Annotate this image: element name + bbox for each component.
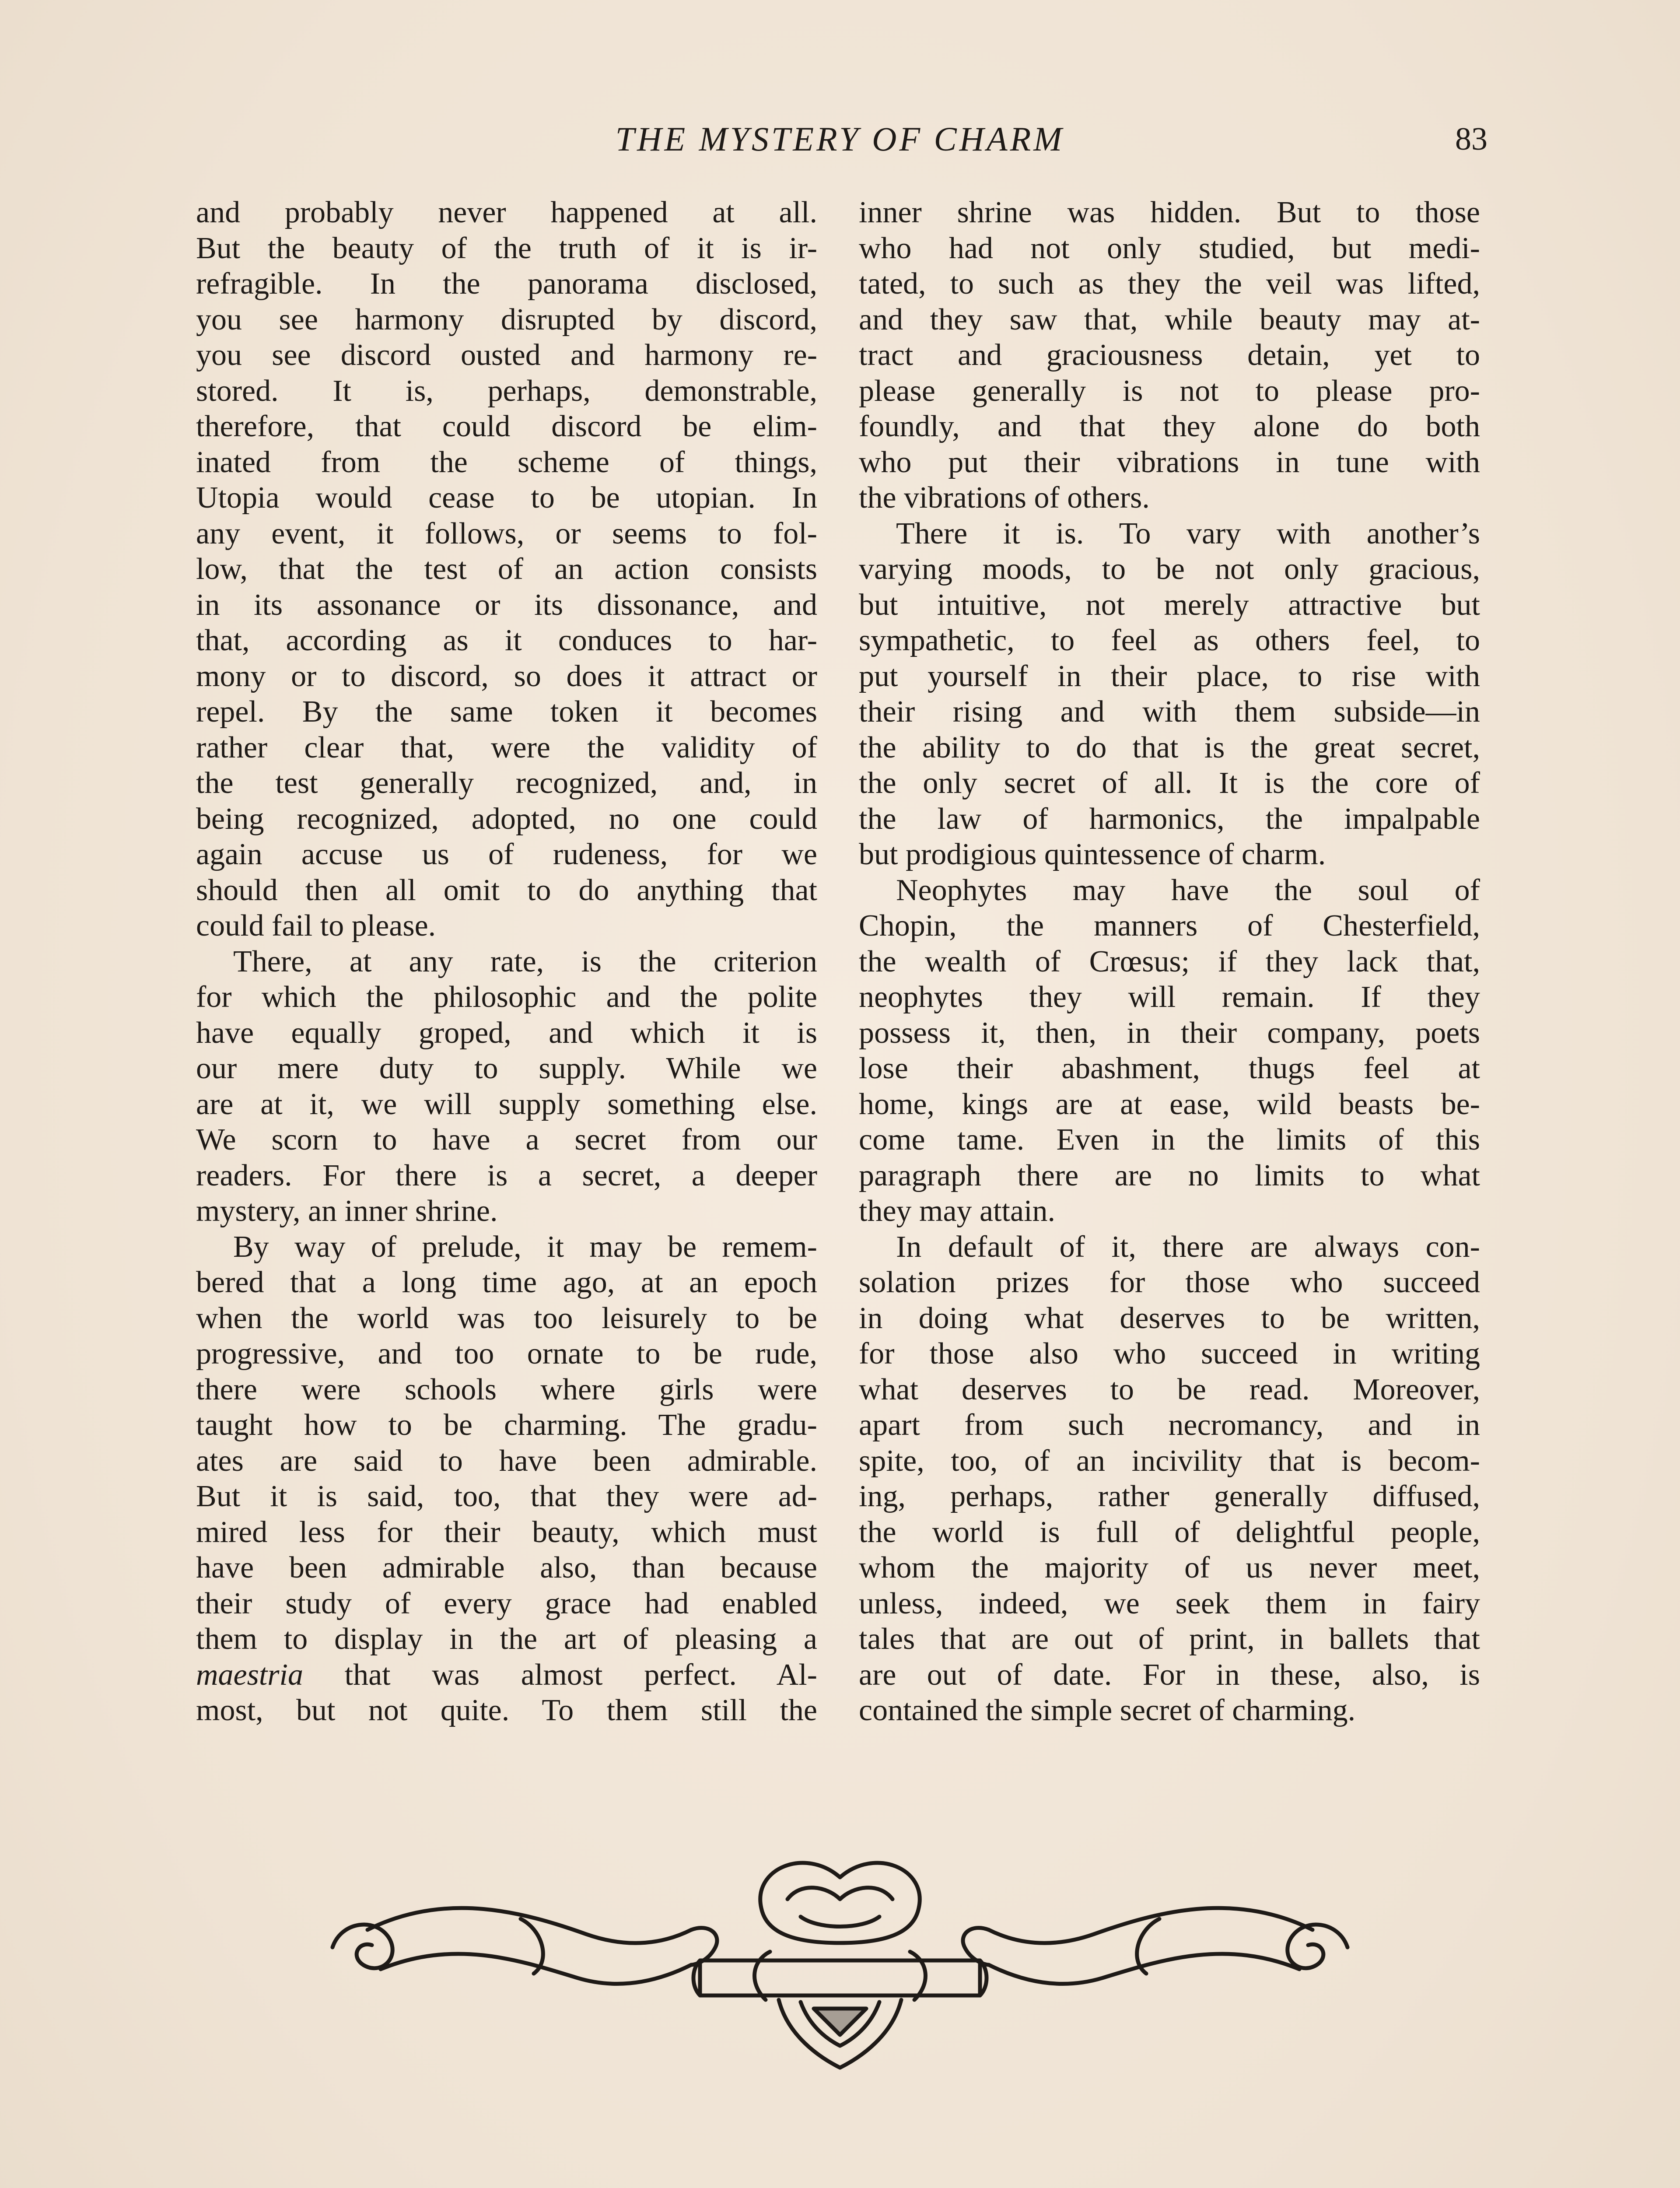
text-line: should then all omit to do anything that	[196, 873, 817, 907]
text-line: for which the philosophic and the polite	[196, 980, 817, 1014]
text-line: possess it, then, in their company, poets	[859, 1016, 1480, 1050]
text-line: that, according as it conduces to har-	[196, 624, 817, 657]
text-line: There, at any rate, is the criterion	[233, 944, 817, 978]
text-line: We scorn to have a secret from our	[196, 1123, 817, 1157]
text-line: ing, perhaps, rather generally diffused,	[859, 1480, 1480, 1513]
text-line: the only secret of all. It is the core of	[859, 766, 1480, 800]
text-line: the vibrations of others.	[859, 481, 1150, 515]
text-line: tated, to such as they the veil was lifted,	[859, 267, 1480, 301]
text-line: paragraph there are no limits to what	[859, 1158, 1480, 1192]
text-line: home, kings are at ease, wild beasts be-	[859, 1087, 1480, 1121]
text-line: they may attain.	[859, 1194, 1056, 1228]
text-line: their rising and with them subside—in	[859, 695, 1480, 729]
text-line: the test generally recognized, and, in	[196, 766, 817, 800]
page-header	[192, 117, 1488, 165]
text-line: have equally groped, and which it is	[196, 1016, 817, 1050]
text-line: foundly, and that they alone do both	[859, 410, 1480, 443]
text-line: Neophytes may have the soul of	[896, 873, 1480, 907]
text-line: our mere duty to supply. While we	[196, 1052, 817, 1085]
text-line: neophytes they will remain. If they	[859, 980, 1480, 1014]
text-line: for those also who succeed in writing	[859, 1337, 1480, 1371]
text-line: mired less for their beauty, which must	[196, 1515, 817, 1549]
text-line: them to display in the art of pleasing a	[196, 1622, 817, 1656]
text-line: mony or to discord, so does it attract or	[196, 659, 817, 693]
text-line: when the world was too leisurely to be	[196, 1301, 817, 1335]
text-line: you see discord ousted and harmony re-	[196, 338, 817, 372]
text-line: are out of date. For in these, also, is	[859, 1658, 1480, 1692]
text-line: There it is. To vary with another’s	[896, 516, 1480, 551]
text-line: but intuitive, not merely attractive but	[859, 588, 1480, 622]
text-line: their study of every grace had enabled	[196, 1586, 817, 1620]
left-text-column	[196, 195, 817, 1729]
text-line: and probably never happened at all.	[196, 196, 817, 229]
text-line: the ability to do that is the great secret,	[859, 730, 1480, 764]
text-line: varying moods, to be not only gracious,	[859, 552, 1480, 586]
text-line: spite, too, of an incivility that is becom-	[859, 1444, 1480, 1478]
text-line: the wealth of Crœsus; if they lack that,	[859, 944, 1480, 978]
text-line: unless, indeed, we seek them in fairy	[859, 1586, 1480, 1620]
page-number: 83	[1455, 121, 1488, 157]
text-line: therefore, that could discord be elim-	[196, 410, 817, 443]
text-line: stored. It is, perhaps, demonstrable,	[196, 374, 817, 408]
text-line: put yourself in their place, to rise with	[859, 659, 1480, 693]
text-line: progressive, and too ornate to be rude,	[196, 1337, 817, 1371]
text-line: come tame. Even in the limits of this	[859, 1123, 1480, 1157]
text-line: any event, it follows, or seems to fol-	[196, 516, 817, 551]
text-line: ates are said to have been admirable.	[196, 1444, 817, 1478]
text-line: bered that a long time ago, at an epoch	[196, 1266, 817, 1299]
text-line: contained the simple secret of charming.	[859, 1694, 1356, 1727]
text-line: who put their vibrations in tune with	[859, 445, 1480, 479]
text-line: what deserves to be read. Moreover,	[859, 1372, 1480, 1406]
text-line: are at it, we will supply something else.	[196, 1087, 817, 1121]
text-line: again accuse us of rudeness, for we	[196, 838, 817, 871]
text-line: sympathetic, to feel as others feel, to	[859, 624, 1480, 657]
text-line: being recognized, adopted, no one could	[196, 802, 817, 836]
running-title: THE MYSTERY OF CHARM	[615, 120, 1065, 158]
text-line: refragible. In the panorama disclosed,	[196, 267, 817, 301]
text-line: maestria that was almost perfect. Al-	[196, 1658, 817, 1692]
text-line: rather clear that, were the validity of	[196, 730, 817, 764]
text-line: who had not only studied, but medi-	[859, 231, 1480, 265]
text-line: there were schools where girls were	[196, 1372, 817, 1406]
text-line: you see harmony disrupted by discord,	[196, 302, 817, 337]
text-line: By way of prelude, it may be remem-	[233, 1230, 817, 1264]
text-line: lose their abashment, thugs feel at	[859, 1052, 1480, 1085]
text-line: please generally is not to please pro-	[859, 374, 1480, 408]
text-line: But it is said, too, that they were ad-	[196, 1480, 817, 1513]
text-line: have been admirable also, than because	[196, 1551, 817, 1585]
text-line: Utopia would cease to be utopian. In	[196, 481, 817, 515]
text-line: readers. For there is a secret, a deeper	[196, 1158, 817, 1192]
text-line: low, that the test of an action consists	[196, 552, 817, 586]
text-line: and they saw that, while beauty may at-	[859, 302, 1480, 337]
text-line: the world is full of delightful people,	[859, 1515, 1480, 1549]
text-line: tract and graciousness detain, yet to	[859, 338, 1480, 372]
text-line: Chopin, the manners of Chesterfield,	[859, 909, 1480, 943]
text-line: inner shrine was hidden. But to those	[859, 196, 1480, 229]
text-line: could fail to please.	[196, 909, 436, 943]
text-line: tales that are out of print, in ballets that	[859, 1622, 1480, 1656]
text-line: whom the majority of us never meet,	[859, 1551, 1480, 1585]
text-line: solation prizes for those who succeed	[859, 1266, 1480, 1299]
scroll-ribbon-ornament-icon	[315, 1829, 1365, 2074]
text-line: But the beauty of the truth of it is ir-	[196, 231, 817, 265]
text-line: but prodigious quintessence of charm.	[859, 838, 1326, 871]
text-line: in doing what deserves to be written,	[859, 1301, 1480, 1335]
text-line: in its assonance or its dissonance, and	[196, 588, 817, 622]
text-line: taught how to be charming. The gradu-	[196, 1408, 817, 1442]
text-line: apart from such necromancy, and in	[859, 1408, 1480, 1442]
text-line: inated from the scheme of things,	[196, 445, 817, 479]
text-line: the law of harmonics, the impalpable	[859, 802, 1480, 836]
text-line: In default of it, there are always con-	[896, 1230, 1480, 1264]
right-text-column	[859, 195, 1480, 1729]
text-line: mystery, an inner shrine.	[196, 1194, 498, 1228]
text-line: most, but not quite. To them still the	[196, 1694, 817, 1727]
text-line: repel. By the same token it becomes	[196, 695, 817, 729]
